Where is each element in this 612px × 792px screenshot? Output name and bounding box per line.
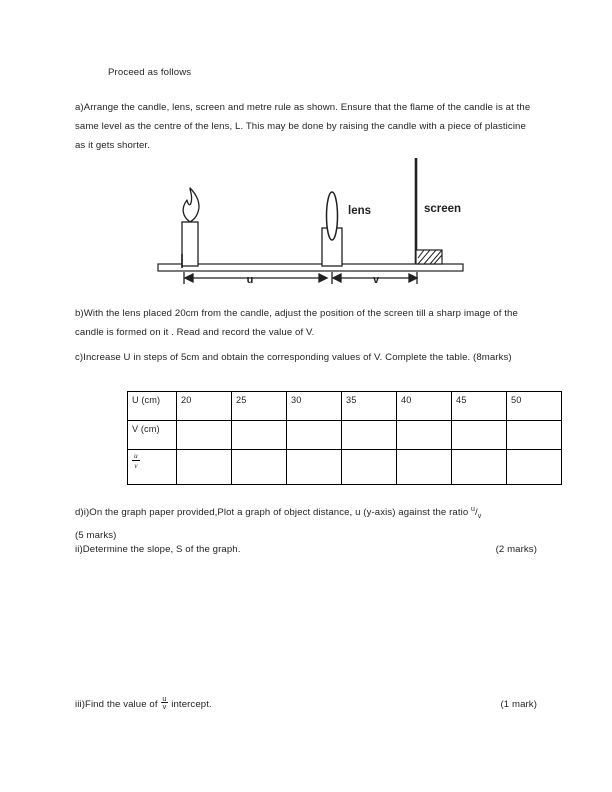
cell-ratio-4[interactable]: [397, 450, 452, 485]
paragraph-d-iii-text-post: intercept.: [168, 699, 212, 711]
row-header-v: V (cm): [128, 421, 177, 450]
inline-fraction-numerator: u: [471, 506, 476, 513]
inline-fraction-denominator: v: [477, 513, 482, 521]
paragraph-c: c)Increase U in steps of 5cm and obtain the corresponding values of V. Complete the table. (8marks): [75, 352, 512, 363]
cell-ratio-1[interactable]: [232, 450, 287, 485]
fraction-numerator: u: [134, 451, 138, 460]
ratio-fraction: [132, 452, 140, 470]
paragraph-d-iii-text-pre: iii)Find the value of: [75, 699, 161, 711]
paragraph-d-iii: [75, 695, 537, 714]
cell-u-0[interactable]: 20: [177, 392, 232, 421]
candle-icon: [182, 188, 199, 268]
cell-u-5[interactable]: 45: [452, 392, 507, 421]
paragraph-d-iii-marks: (1 mark): [500, 699, 537, 710]
table-row: [128, 421, 562, 450]
row-header-u: U (cm): [128, 392, 177, 421]
dimension-u: [184, 272, 327, 284]
cell-v-2[interactable]: [287, 421, 342, 450]
paragraph-d-ii-marks: (2 marks): [495, 544, 537, 555]
fraction-denominator: v: [134, 460, 138, 470]
ratio-inline-fraction: [161, 695, 167, 710]
row-header-ratio: [128, 450, 177, 485]
cell-u-1[interactable]: 25: [232, 392, 287, 421]
cell-u-3[interactable]: 35: [342, 392, 397, 421]
cell-ratio-2[interactable]: [287, 450, 342, 485]
paragraph-d-ii: [75, 540, 537, 559]
paragraph-b: b)With the lens placed 20cm from the candle, adjust the position of the screen till a sharp image of the candle is formed on it . Read and record the value of V.: [75, 308, 518, 338]
paragraph-d-i-text: d)i)On the graph paper provided,Plot a graph of object distance, u (y-axis) against the ratio: [75, 507, 472, 519]
optics-bench-diagram: [140, 150, 485, 290]
cell-ratio-0[interactable]: [177, 450, 232, 485]
measurements-table: [127, 391, 562, 485]
cell-ratio-5[interactable]: [452, 450, 507, 485]
lens-label: lens: [348, 205, 372, 217]
cell-u-4[interactable]: 40: [397, 392, 452, 421]
paragraph-d-i: [75, 500, 537, 545]
cell-v-1[interactable]: [232, 421, 287, 450]
cell-v-3[interactable]: [342, 421, 397, 450]
cell-v-5[interactable]: [452, 421, 507, 450]
label-v: v: [372, 274, 380, 286]
metre-rule: [158, 264, 463, 271]
lens-icon: [322, 192, 342, 266]
cell-v-0[interactable]: [177, 421, 232, 450]
cell-v-6[interactable]: [507, 421, 562, 450]
table-body: [128, 392, 562, 485]
table-row: [128, 392, 562, 421]
paragraph-a: a)Arrange the candle, lens, screen and metre rule as shown. Ensure that the flame of the candle is at the same level as the centre of the lens, L. This may be done by raising the candle with a piece of plasticine as it gets shorter.: [75, 102, 531, 151]
inline-fraction-numerator: u: [162, 694, 167, 703]
paragraph-d-i-marks: (5 marks): [75, 530, 117, 542]
cell-u-2[interactable]: 30: [287, 392, 342, 421]
table-row: [128, 450, 562, 485]
cell-ratio-3[interactable]: [342, 450, 397, 485]
cell-u-6[interactable]: 50: [507, 392, 562, 421]
cell-v-4[interactable]: [397, 421, 452, 450]
label-u: u: [246, 274, 254, 286]
screen-label: screen: [424, 203, 462, 215]
cell-ratio-6[interactable]: [507, 450, 562, 485]
page-heading: Proceed as follows: [108, 67, 192, 78]
inline-fraction-denominator: v: [162, 702, 167, 712]
paragraph-d-ii-text: ii)Determine the slope, S of the graph.: [75, 544, 241, 555]
ratio-inline-slash: $^u/_v$: [471, 506, 482, 521]
